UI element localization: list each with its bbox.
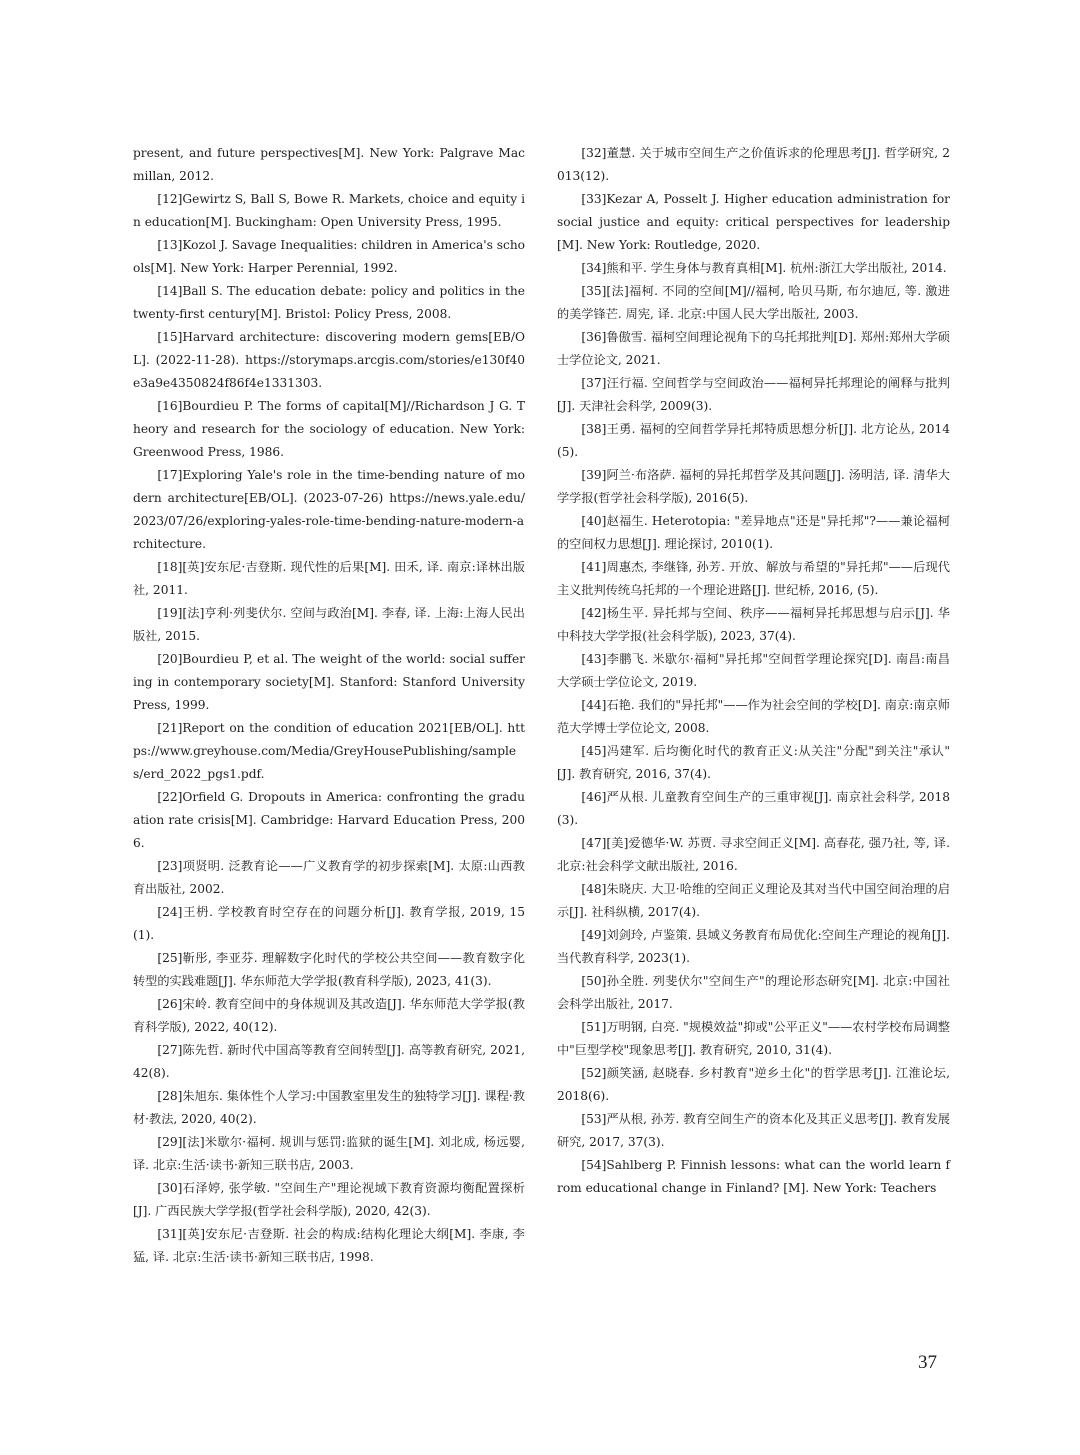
reference-entry: [34]熊和平. 学生身体与教育真相[M]. 杭州:浙江大学出版社, 2014. [581, 261, 947, 275]
reference-entry: [31][英]安东尼·吉登斯. 社会的构成:结构化理论大纲[M]. 李康, 李猛, 译. 北京:生活·读书·新知三联书店, 1998. [133, 1227, 525, 1264]
reference-entry: [36]鲁傲雪. 福柯空间理论视角下的乌托邦批判[D]. 郑州:郑州大学硕士学位论文, 2021. [557, 330, 950, 367]
reference-entry: [15]Harvard architecture: discovering modern gems[EB/OL]. (2022-11-28). https://storymaps.arcgis.com/stories/e130f40e3a9e4350824f86f4e1331303. [133, 330, 525, 390]
reference-entry: [13]Kozol J. Savage Inequalities: children in America's schools[M]. New York: Harper Perennial, 1992. [133, 238, 526, 275]
reference-entry: [12]Gewirtz S, Ball S, Bowe R. Markets, choice and equity in education[M]. Buckingham: Open University Press, 1995. [133, 192, 525, 229]
reference-entry: [47][美]爱德华·W. 苏贾. 寻求空间正义[M]. 高春花, 强乃社, 等, 译. 北京:社会科学文献出版社, 2016. [557, 836, 950, 873]
reference-column-right [557, 142, 950, 1200]
reference-entry: [39]阿兰·布洛萨. 福柯的异托邦哲学及其问题[J]. 汤明洁, 译. 清华大学学报(哲学社会科学版), 2016(5). [557, 468, 950, 505]
reference-entry: [28]朱旭东. 集体性个人学习:中国教室里发生的独特学习[J]. 课程·教材·教法, 2020, 40(2). [133, 1089, 525, 1126]
reference-entry: [32]董慧. 关于城市空间生产之价值诉求的伦理思考[J]. 哲学研究, 2013(12). [557, 146, 950, 183]
reference-entry: [37]汪行福. 空间哲学与空间政治——福柯异托邦理论的阐释与批判[J]. 天津社会科学, 2009(3). [557, 376, 950, 413]
reference-entry: [23]项贤明. 泛教育论——广义教育学的初步探索[M]. 太原:山西教育出版社, 2002. [133, 859, 525, 896]
reference-entry: [40]赵福生. Heterotopia: "差异地点"还是"异托邦"?——兼论福柯的空间权力思想[J]. 理论探讨, 2010(1). [557, 514, 950, 551]
reference-entry: [43]李鹏飞. 米歇尔·福柯"异托邦"空间哲学理论探究[D]. 南昌:南昌大学硕士学位论文, 2019. [557, 652, 950, 689]
reference-entry: [22]Orfield G. Dropouts in America: confronting the graduation rate crisis[M]. Cambridge: Harvard Education Press, 2006. [133, 790, 525, 850]
reference-entry: [24]王枬. 学校教育时空存在的问题分析[J]. 教育学报, 2019, 15(1). [133, 905, 525, 942]
reference-entry: [17]Exploring Yale's role in the time-bending nature of modern architecture[EB/OL]. (2023-07-26) https://news.yale.edu/2023/07/26/exploring-yales-role-time-bending-nature-modern-architecture. [133, 468, 525, 551]
reference-entry: [35][法]福柯. 不同的空间[M]//福柯, 哈贝马斯, 布尔迪厄, 等. 激进的美学锋芒. 周宪, 译. 北京:中国人民大学出版社, 2003. [557, 284, 950, 321]
reference-entry: [46]严从根. 儿童教育空间生产的三重审视[J]. 南京社会科学, 2018(3). [557, 790, 950, 827]
reference-entry: [20]Bourdieu P, et al. The weight of the world: social suffering in contemporary society[M]. Stanford: Stanford University Press, 1999. [133, 652, 525, 712]
reference-entry: present, and future perspectives[M]. New York: Palgrave Macmillan, 2012. [133, 146, 525, 183]
page-number: 37 [918, 1352, 937, 1373]
reference-entry: [30]石泽婷, 张学敏. "空间生产"理论视域下教育资源均衡配置探析[J]. 广西民族大学学报(哲学社会科学版), 2020, 42(3). [133, 1181, 525, 1218]
reference-entry: [52]颜笑涵, 赵晓春. 乡村教育"逆乡土化"的哲学思考[J]. 江淮论坛, 2018(6). [557, 1066, 950, 1103]
reference-entry: [25]靳彤, 李亚芬. 理解数字化时代的学校公共空间——教育数字化转型的实践难题[J]. 华东师范大学学报(教育科学版), 2023, 41(3). [133, 951, 525, 988]
reference-entry: [26]宋岭. 教育空间中的身体规训及其改造[J]. 华东师范大学学报(教育科学版), 2022, 40(12). [133, 997, 525, 1034]
reference-entry: [14]Ball S. The education debate: policy and politics in the twenty-first century[M]. Bristol: Policy Press, 2008. [133, 284, 525, 321]
reference-entry: [38]王勇. 福柯的空间哲学异托邦特质思想分析[J]. 北方论丛, 2014(5). [557, 422, 950, 459]
reference-entry: [19][法]亨利·列斐伏尔. 空间与政治[M]. 李春, 译. 上海:上海人民出版社, 2015. [133, 606, 525, 643]
reference-entry: [53]严从根, 孙芳. 教育空间生产的资本化及其正义思考[J]. 教育发展研究, 2017, 37(3). [557, 1112, 950, 1149]
reference-entry: [42]杨生平. 异托邦与空间、秩序——福柯异托邦思想与启示[J]. 华中科技大学学报(社会科学版), 2023, 37(4). [557, 606, 950, 643]
reference-entry: [18][英]安东尼·吉登斯. 现代性的后果[M]. 田禾, 译. 南京:译林出版社, 2011. [133, 560, 525, 597]
reference-entry: [49]刘剑玲, 卢鉴策. 县域义务教育布局优化:空间生产理论的视角[J]. 当代教育科学, 2023(1). [557, 928, 950, 965]
reference-entry: [50]孙全胜. 列斐伏尔"空间生产"的理论形态研究[M]. 北京:中国社会科学出版社, 2017. [557, 974, 950, 1011]
reference-entry: [16]Bourdieu P. The forms of capital[M]//Richardson J G. Theory and research for the sociology of education. New York: Greenwood Press, 1986. [133, 399, 525, 459]
reference-entry: [44]石艳. 我们的"异托邦"——作为社会空间的学校[D]. 南京:南京师范大学博士学位论文, 2008. [557, 698, 950, 735]
reference-column-left [133, 142, 525, 1269]
reference-entry: [33]Kezar A, Posselt J. Higher education administration for social justice and equity: critical perspectives for leadership[M]. New York: Routledge, 2020. [557, 192, 950, 252]
reference-entry: [48]朱晓庆. 大卫·哈维的空间正义理论及其对当代中国空间治理的启示[J]. 社科纵横, 2017(4). [557, 882, 950, 919]
reference-entry: [54]Sahlberg P. Finnish lessons: what can the world learn from educational change in Finland? [M]. New York: Teachers [557, 1158, 950, 1195]
reference-entry: [41]周惠杰, 李继锋, 孙芳. 开放、解放与希望的"异托邦"——后现代主义批判传统乌托邦的一个理论进路[J]. 世纪桥, 2016, (5). [557, 560, 950, 597]
reference-entry: [27]陈先哲. 新时代中国高等教育空间转型[J]. 高等教育研究, 2021, 42(8). [133, 1043, 525, 1080]
reference-entry: [29][法]米歇尔·福柯. 规训与惩罚:监狱的诞生[M]. 刘北成, 杨远婴, 译. 北京:生活·读书·新知三联书店, 2003. [133, 1135, 525, 1172]
reference-entry: [21]Report on the condition of education 2021[EB/OL]. https://www.greyhouse.com/Media/GreyHousePublishing/samples/erd_2022_pgs1.pdf. [133, 721, 525, 781]
reference-entry: [45]冯建军. 后均衡化时代的教育正义:从关注"分配"到关注"承认"[J]. 教育研究, 2016, 37(4). [557, 744, 950, 781]
reference-entry: [51]万明钢, 白亮. "规模效益"抑或"公平正义"——农村学校布局调整中"巨型学校"现象思考[J]. 教育研究, 2010, 31(4). [557, 1020, 950, 1057]
